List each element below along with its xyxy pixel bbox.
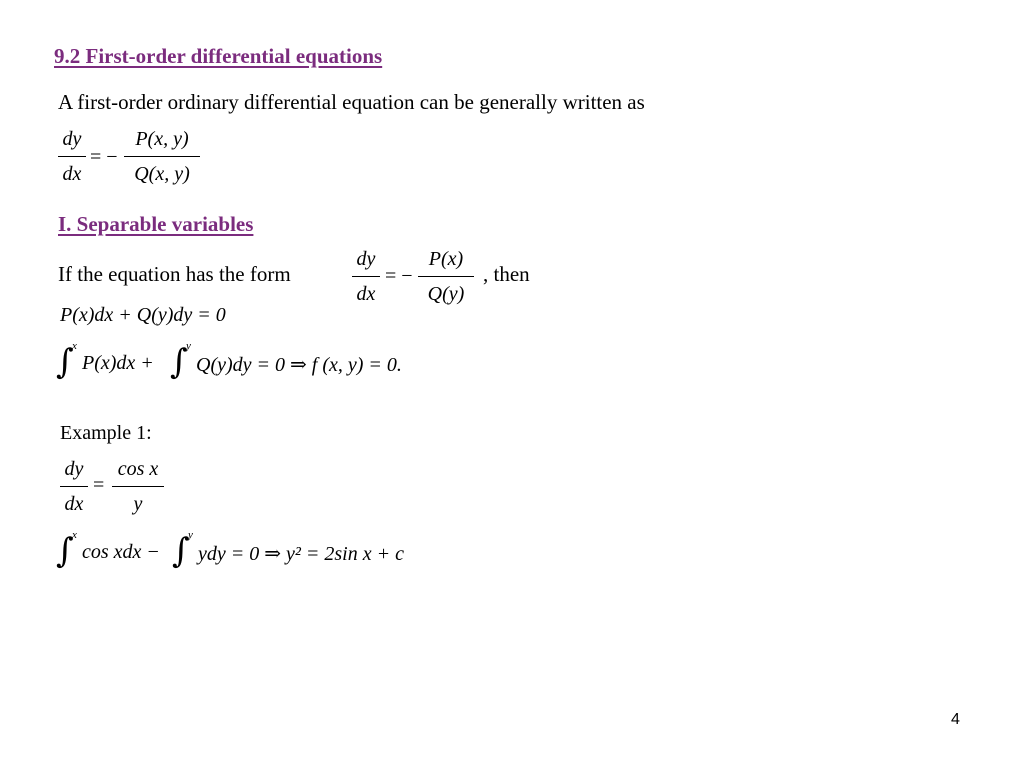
integral-sign-icon: ∫ [172,531,190,571]
form-rhs-numerator: P(x) [428,248,464,270]
form-rhs-denominator: Q(y) [427,283,465,305]
integral-upper-limit: y [186,340,191,352]
example-rhs-fraction [112,458,164,515]
eq1-lhs-denominator: dx [62,163,82,185]
eq1-lhs-fraction [58,128,86,185]
example-eq-part1: cos xdx − [82,541,160,563]
page-number: 4 [951,711,960,728]
integral-sign-icon: ∫ [170,342,188,382]
eq1-rhs-denominator: Q(x, y) [134,163,190,185]
example-relation: = [93,474,105,496]
example-rhs-numerator: cos x [117,458,159,480]
form-then: , then [483,262,530,286]
eq3-part1: P(x)dx + [82,352,154,374]
integral-upper-limit: x [72,529,77,541]
eq1-relation: = − [90,146,118,168]
form-lhs-denominator: dx [356,283,376,305]
form-rhs-fraction [418,248,474,305]
eq3-part2: Q(y)dy = 0 ⇒ f (x, y) = 0. [196,354,402,376]
example-lhs-fraction [60,458,88,515]
fraction-bar [60,486,88,487]
fraction-bar [352,276,380,277]
example-eq-part2: ydy = 0 ⇒ y² = 2sin x + c [198,543,404,565]
integral-upper-limit: y [188,529,193,541]
integral-upper-limit: x [72,340,77,352]
form-lhs-fraction [352,248,380,305]
fraction-bar [112,486,164,487]
form-lhs-numerator: dy [356,248,376,270]
fraction-bar [418,276,474,277]
example-label: Example 1: [60,422,152,444]
eq2: P(x)dx + Q(y)dy = 0 [60,304,226,326]
example-lhs-numerator: dy [64,458,84,480]
fraction-bar [124,156,200,157]
integral-sign-icon: ∫ [56,342,74,382]
eq1-rhs-fraction [124,128,200,185]
fraction-bar [58,156,86,157]
slide-title: 9.2 First-order differential equations [54,44,383,68]
section-heading-separable: I. Separable variables [58,212,254,236]
eq1-rhs-numerator: P(x, y) [135,128,189,150]
form-relation: = − [385,265,413,287]
intro-text: A first-order ordinary differential equation can be generally written as [58,90,645,114]
example-rhs-denominator: y [133,493,143,515]
integral-sign-icon: ∫ [56,531,74,571]
form-text: If the equation has the form [58,262,291,286]
example-lhs-denominator: dx [64,493,84,515]
eq1-lhs-numerator: dy [62,128,82,150]
